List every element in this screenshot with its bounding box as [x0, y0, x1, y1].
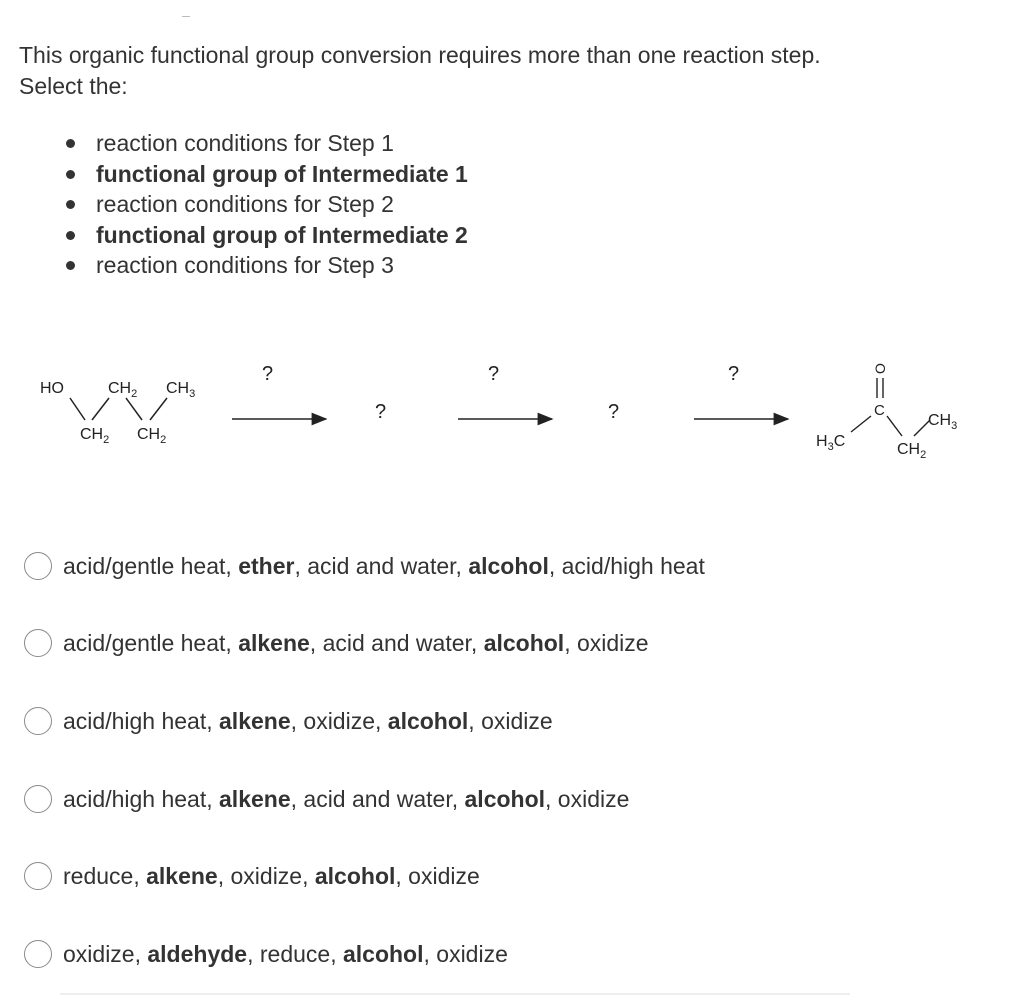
radio-button-icon[interactable] — [24, 629, 52, 657]
answer-option-5[interactable] — [24, 858, 924, 894]
answer-option-4[interactable] — [24, 781, 924, 817]
bottom-divider — [60, 993, 850, 995]
svg-text:H3C: $H_3C$ — [816, 433, 846, 453]
answer-option-1[interactable] — [24, 548, 924, 584]
step-1-conditions-label: ? — [262, 363, 274, 385]
svg-text:CH2: $CH_2$ — [80, 426, 110, 446]
requirement-item: functional group of Intermediate 1 — [66, 159, 468, 190]
radio-button-icon[interactable] — [24, 552, 52, 580]
carbonyl-oxygen-label: O — [872, 363, 888, 374]
bullet-dot-icon — [66, 261, 75, 270]
bullet-dot-icon — [66, 200, 75, 209]
reaction-scheme — [0, 340, 1024, 500]
hydroxyl-label: HO — [40, 380, 64, 397]
answer-option-3[interactable] — [24, 703, 924, 739]
svg-text:CH2: $CH_2$ — [137, 426, 167, 446]
question-line-1: This organic functional group conversion requires more than one reaction step. — [19, 42, 821, 68]
carbonyl-carbon-label: C — [874, 402, 885, 419]
step-2-conditions-label: ? — [488, 363, 500, 385]
svg-text:CH3: $CH_3$ — [166, 380, 196, 400]
bullet-dot-icon — [66, 231, 75, 240]
requirement-item: reaction conditions for Step 2 — [66, 189, 468, 220]
requirement-item: reaction conditions for Step 1 — [66, 128, 468, 159]
step-3-conditions-label: ? — [728, 363, 740, 385]
requirements-list — [66, 128, 468, 281]
bullet-dot-icon — [66, 170, 75, 179]
svg-text:CH2: $CH_2$ — [108, 380, 138, 400]
radio-button-icon[interactable] — [24, 940, 52, 968]
intermediate-1-label: ? — [375, 401, 387, 423]
answer-option-text: acid/gentle heat, ether, acid and water, alcohol, acid/high heat — [63, 552, 705, 579]
intermediate-2-label: ? — [608, 401, 620, 423]
requirement-item: reaction conditions for Step 3 — [66, 250, 468, 281]
reaction-scheme-drawing — [0, 340, 1024, 500]
answer-option-text: acid/high heat, alkene, oxidize, alcohol, oxidize — [63, 707, 553, 734]
answer-option-text: reduce, alkene, oxidize, alcohol, oxidize — [63, 862, 480, 889]
svg-text:CH3: $CH_3$ — [928, 412, 958, 432]
bullet-dot-icon — [66, 139, 75, 148]
question-line-2: Select the: — [19, 73, 128, 99]
starting-material — [40, 380, 195, 446]
radio-button-icon[interactable] — [24, 707, 52, 735]
answer-option-text: acid/high heat, alkene, acid and water, alcohol, oxidize — [63, 785, 630, 812]
svg-text:CH2: $CH_2$ — [897, 441, 927, 461]
top-divider-mark — [182, 16, 190, 17]
radio-button-icon[interactable] — [24, 862, 52, 890]
answer-option-6[interactable] — [24, 936, 924, 972]
radio-button-icon[interactable] — [24, 785, 52, 813]
answer-option-text: acid/gentle heat, alkene, acid and water, alcohol, oxidize — [63, 629, 649, 656]
requirement-item: functional group of Intermediate 2 — [66, 220, 468, 251]
answer-option-text: oxidize, aldehyde, reduce, alcohol, oxidize — [63, 940, 508, 967]
product-ketone — [816, 363, 957, 461]
answer-option-2[interactable] — [24, 625, 924, 661]
question-prompt — [19, 40, 999, 102]
